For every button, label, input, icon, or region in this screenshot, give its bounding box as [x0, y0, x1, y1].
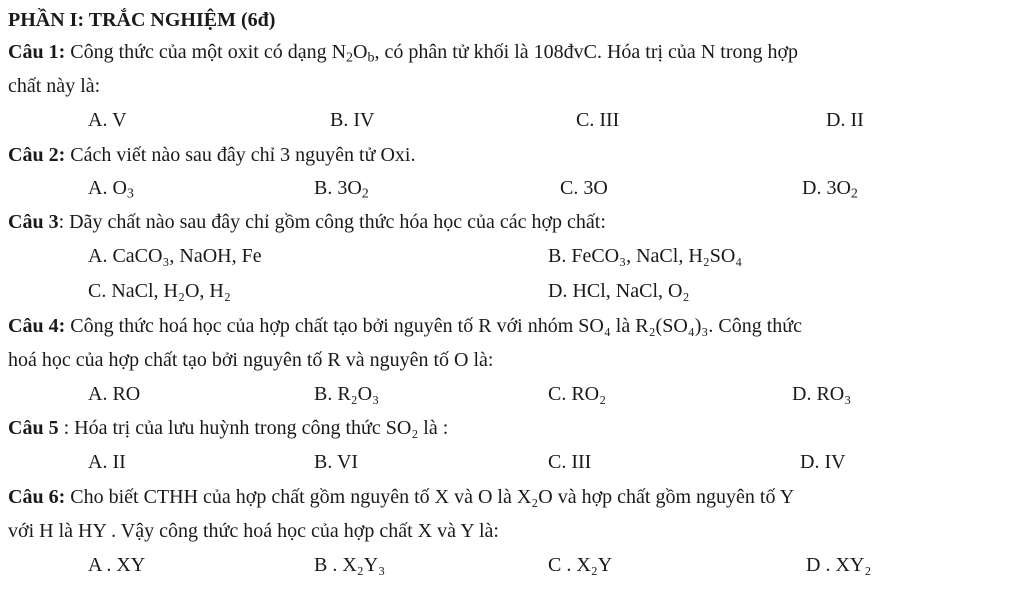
question-2-option-a[interactable]: [88, 176, 134, 200]
question-4-line-2: hoá học của hợp chất tạo bởi nguyên tố R và nguyên tố O là:: [8, 349, 494, 371]
question-6-label: Câu 6:: [8, 486, 66, 508]
question-6-option-b[interactable]: B . X₂Y₃: [314, 554, 386, 576]
question-1-sub-1: 2: [346, 50, 354, 66]
question-4-option-d[interactable]: D. RO₃: [792, 383, 852, 405]
question-6-line-1: [8, 485, 794, 509]
question-3-option-a[interactable]: A. CaCO₃, NaOH, Fe: [88, 245, 262, 267]
question-2-option-b-sub: 2: [361, 186, 369, 202]
question-6-line-2: với H là HY . Vậy công thức hoá học của hợp chất X và Y là:: [8, 520, 499, 542]
section-title: PHẦN I: TRẮC NGHIỆM (6đ): [8, 9, 276, 31]
question-2-option-b-text: B. 3O: [314, 177, 362, 199]
question-1-text-pre: Công thức của một oxit có dạng N: [65, 41, 347, 63]
question-3-text: : Dãy chất nào sau đây chỉ gồm công thức hóa học của các hợp chất:: [58, 211, 606, 233]
question-6-text-1: Cho biết CTHH của hợp chất gồm nguyên tố X và O là X₂O và hợp chất gồm nguyên tố Y: [65, 486, 795, 508]
question-3-option-d[interactable]: D. HCl, NaCl, O₂: [548, 280, 690, 302]
question-1-label: Câu 1:: [8, 41, 66, 63]
question-4-option-b[interactable]: B. R₂O₃: [314, 383, 380, 405]
question-3-line: [8, 210, 606, 234]
question-1-option-d[interactable]: D. II: [826, 109, 864, 131]
question-2-option-d-text: D. 3O: [802, 177, 851, 199]
question-3-option-c[interactable]: C. NaCl, H₂O, H₂: [88, 280, 231, 302]
question-1-sub-2: b: [367, 50, 375, 66]
question-2-option-c-text: C. 3O: [560, 177, 608, 199]
question-3-label: Câu 3: [8, 211, 59, 233]
question-4-text-1: Công thức hoá học của hợp chất tạo bởi nguyên tố R với nhóm SO₄ là R₂(SO₄)₃. Công thức: [65, 315, 803, 337]
question-1-text-mid: O: [353, 41, 368, 63]
question-5-option-c[interactable]: C. III: [548, 451, 592, 473]
question-5-option-a[interactable]: A. II: [88, 451, 126, 473]
question-6-option-c[interactable]: C . X₂Y: [548, 554, 613, 576]
question-1-option-a[interactable]: A. V: [88, 109, 127, 131]
question-1-line-2: chất này là:: [8, 75, 101, 97]
question-2-option-b[interactable]: [314, 176, 369, 200]
question-2-line: [8, 143, 415, 167]
question-5-label: Câu 5: [8, 417, 59, 439]
question-2-option-a-sub: 3: [126, 186, 134, 202]
question-2-option-d-sub: 2: [850, 186, 858, 202]
question-2-option-c[interactable]: [560, 176, 608, 200]
question-1-line-1: [8, 40, 798, 64]
question-4-label: Câu 4:: [8, 315, 66, 337]
question-3-option-b[interactable]: B. FeCO₃, NaCl, H₂SO₄: [548, 245, 743, 267]
question-6-option-d[interactable]: D . XY₂: [806, 554, 872, 576]
question-5-line: [8, 416, 448, 440]
question-5-text: : Hóa trị của lưu huỳnh trong công thức SO₂ là :: [58, 417, 449, 439]
question-1-text-post: , có phân tử khối là 108đvC. Hóa trị của N trong hợp: [374, 41, 799, 63]
question-5-option-b[interactable]: B. VI: [314, 451, 359, 473]
question-1-option-b[interactable]: B. IV: [330, 109, 375, 131]
question-5-option-d[interactable]: D. IV: [800, 451, 846, 473]
question-4-line-1: [8, 314, 802, 338]
question-2-option-d[interactable]: [802, 176, 858, 200]
question-1-option-c[interactable]: C. III: [576, 109, 620, 131]
question-6-option-a[interactable]: A . XY: [88, 554, 146, 576]
question-4-option-c[interactable]: C. RO₂: [548, 383, 607, 405]
question-2-label: Câu 2:: [8, 144, 66, 166]
question-2-option-a-text: A. O: [88, 177, 127, 199]
question-4-option-a[interactable]: A. RO: [88, 383, 141, 405]
question-2-text: Cách viết nào sau đây chỉ 3 nguyên tử Oxi.: [65, 144, 416, 166]
